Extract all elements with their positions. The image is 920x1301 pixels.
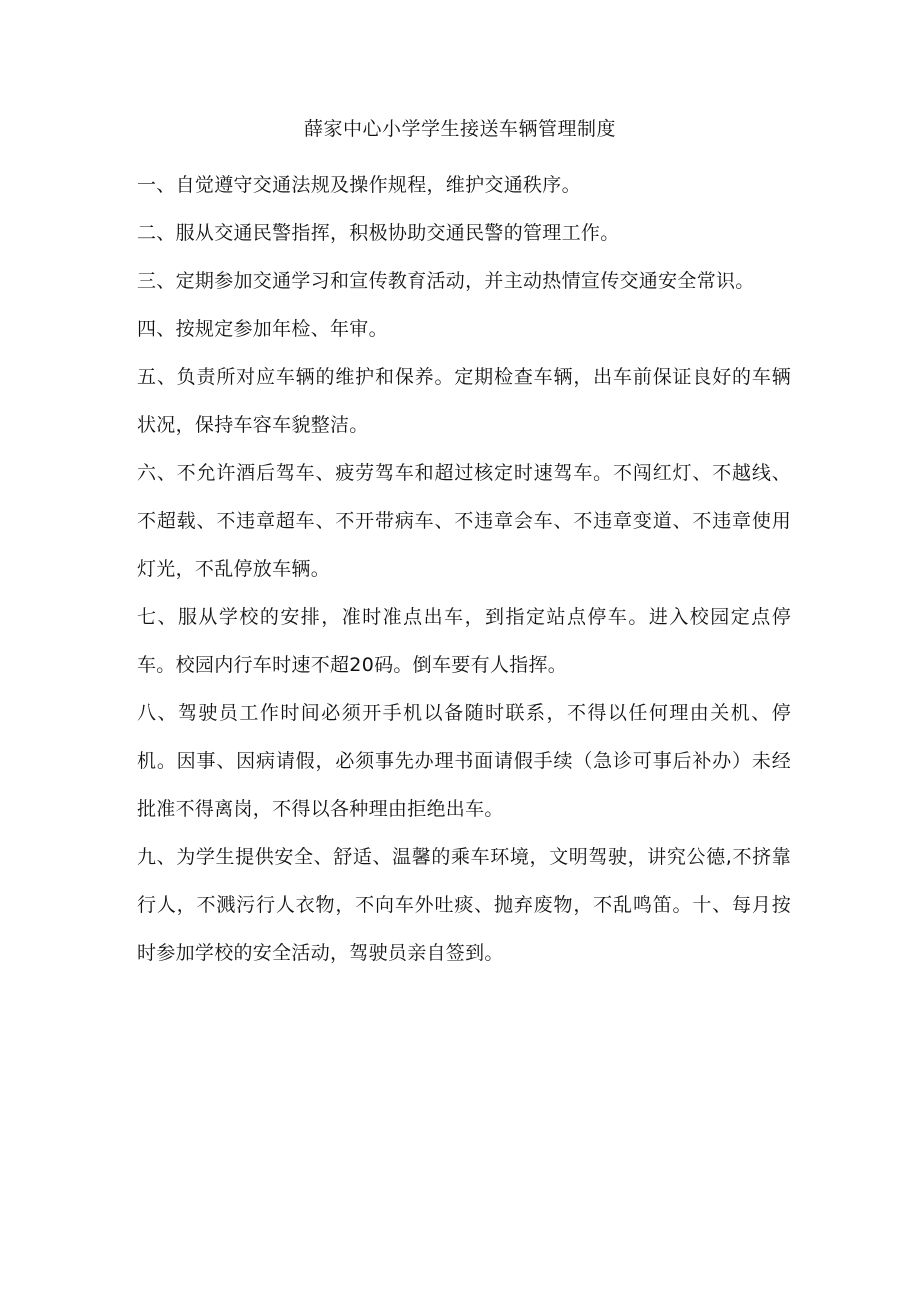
document-body: [137, 161, 791, 977]
rule-paragraph-1: 一、自觉遵守交通法规及操作规程，维护交通秩序。: [137, 174, 581, 196]
rule-paragraph-8: 八、驾驶员工作时间必须开手机以备随时联系，不得以任何理由关机、停机。因事、因病请假，必须事先办理书面请假手续（急诊可事后补办）未经批准不得离岗，不得以各种理由拒绝出车。: [137, 702, 791, 820]
rule-paragraph-9: 九、为学生提供安全、舒适、温馨的乘车环境，文明驾驶，讲究公德,不挤靠行人，不溅污行人衣物，不向车外吐痰、抛弃废物，不乱鸣笛。十、每月按时参加学校的安全活动，驾驶员亲自签到。: [137, 846, 791, 964]
document-title: 薛家中心小学学生接送车辆管理制度: [303, 118, 616, 140]
rule-paragraph-2: 二、服从交通民警指挥，积极协助交通民警的管理工作。: [137, 222, 620, 244]
rule-paragraph-5: 五、负责所对应车辆的维护和保养。定期检查车辆，出车前保证良好的车辆状况，保持车容车貌整洁。: [137, 366, 791, 436]
rule-paragraph-6: 六、不允许酒后驾车、疲劳驾车和超过核定时速驾车。不闯红灯、不越线、不超载、不违章超车、不开带病车、不违章会车、不违章变道、不违章使用灯光，不乱停放车辆。: [137, 462, 791, 580]
rule-paragraph-7: 七、服从学校的安排，准时准点出车，到指定站点停车。进入校园定点停车。校园内行车时速不超20码。倒车要有人指挥。: [137, 606, 791, 676]
rule-paragraph-4: 四、按规定参加年检、年审。: [137, 318, 388, 340]
rule-paragraph-3: 三、定期参加交通学习和宣传教育活动，并主动热情宣传交通安全常识。: [137, 270, 755, 292]
